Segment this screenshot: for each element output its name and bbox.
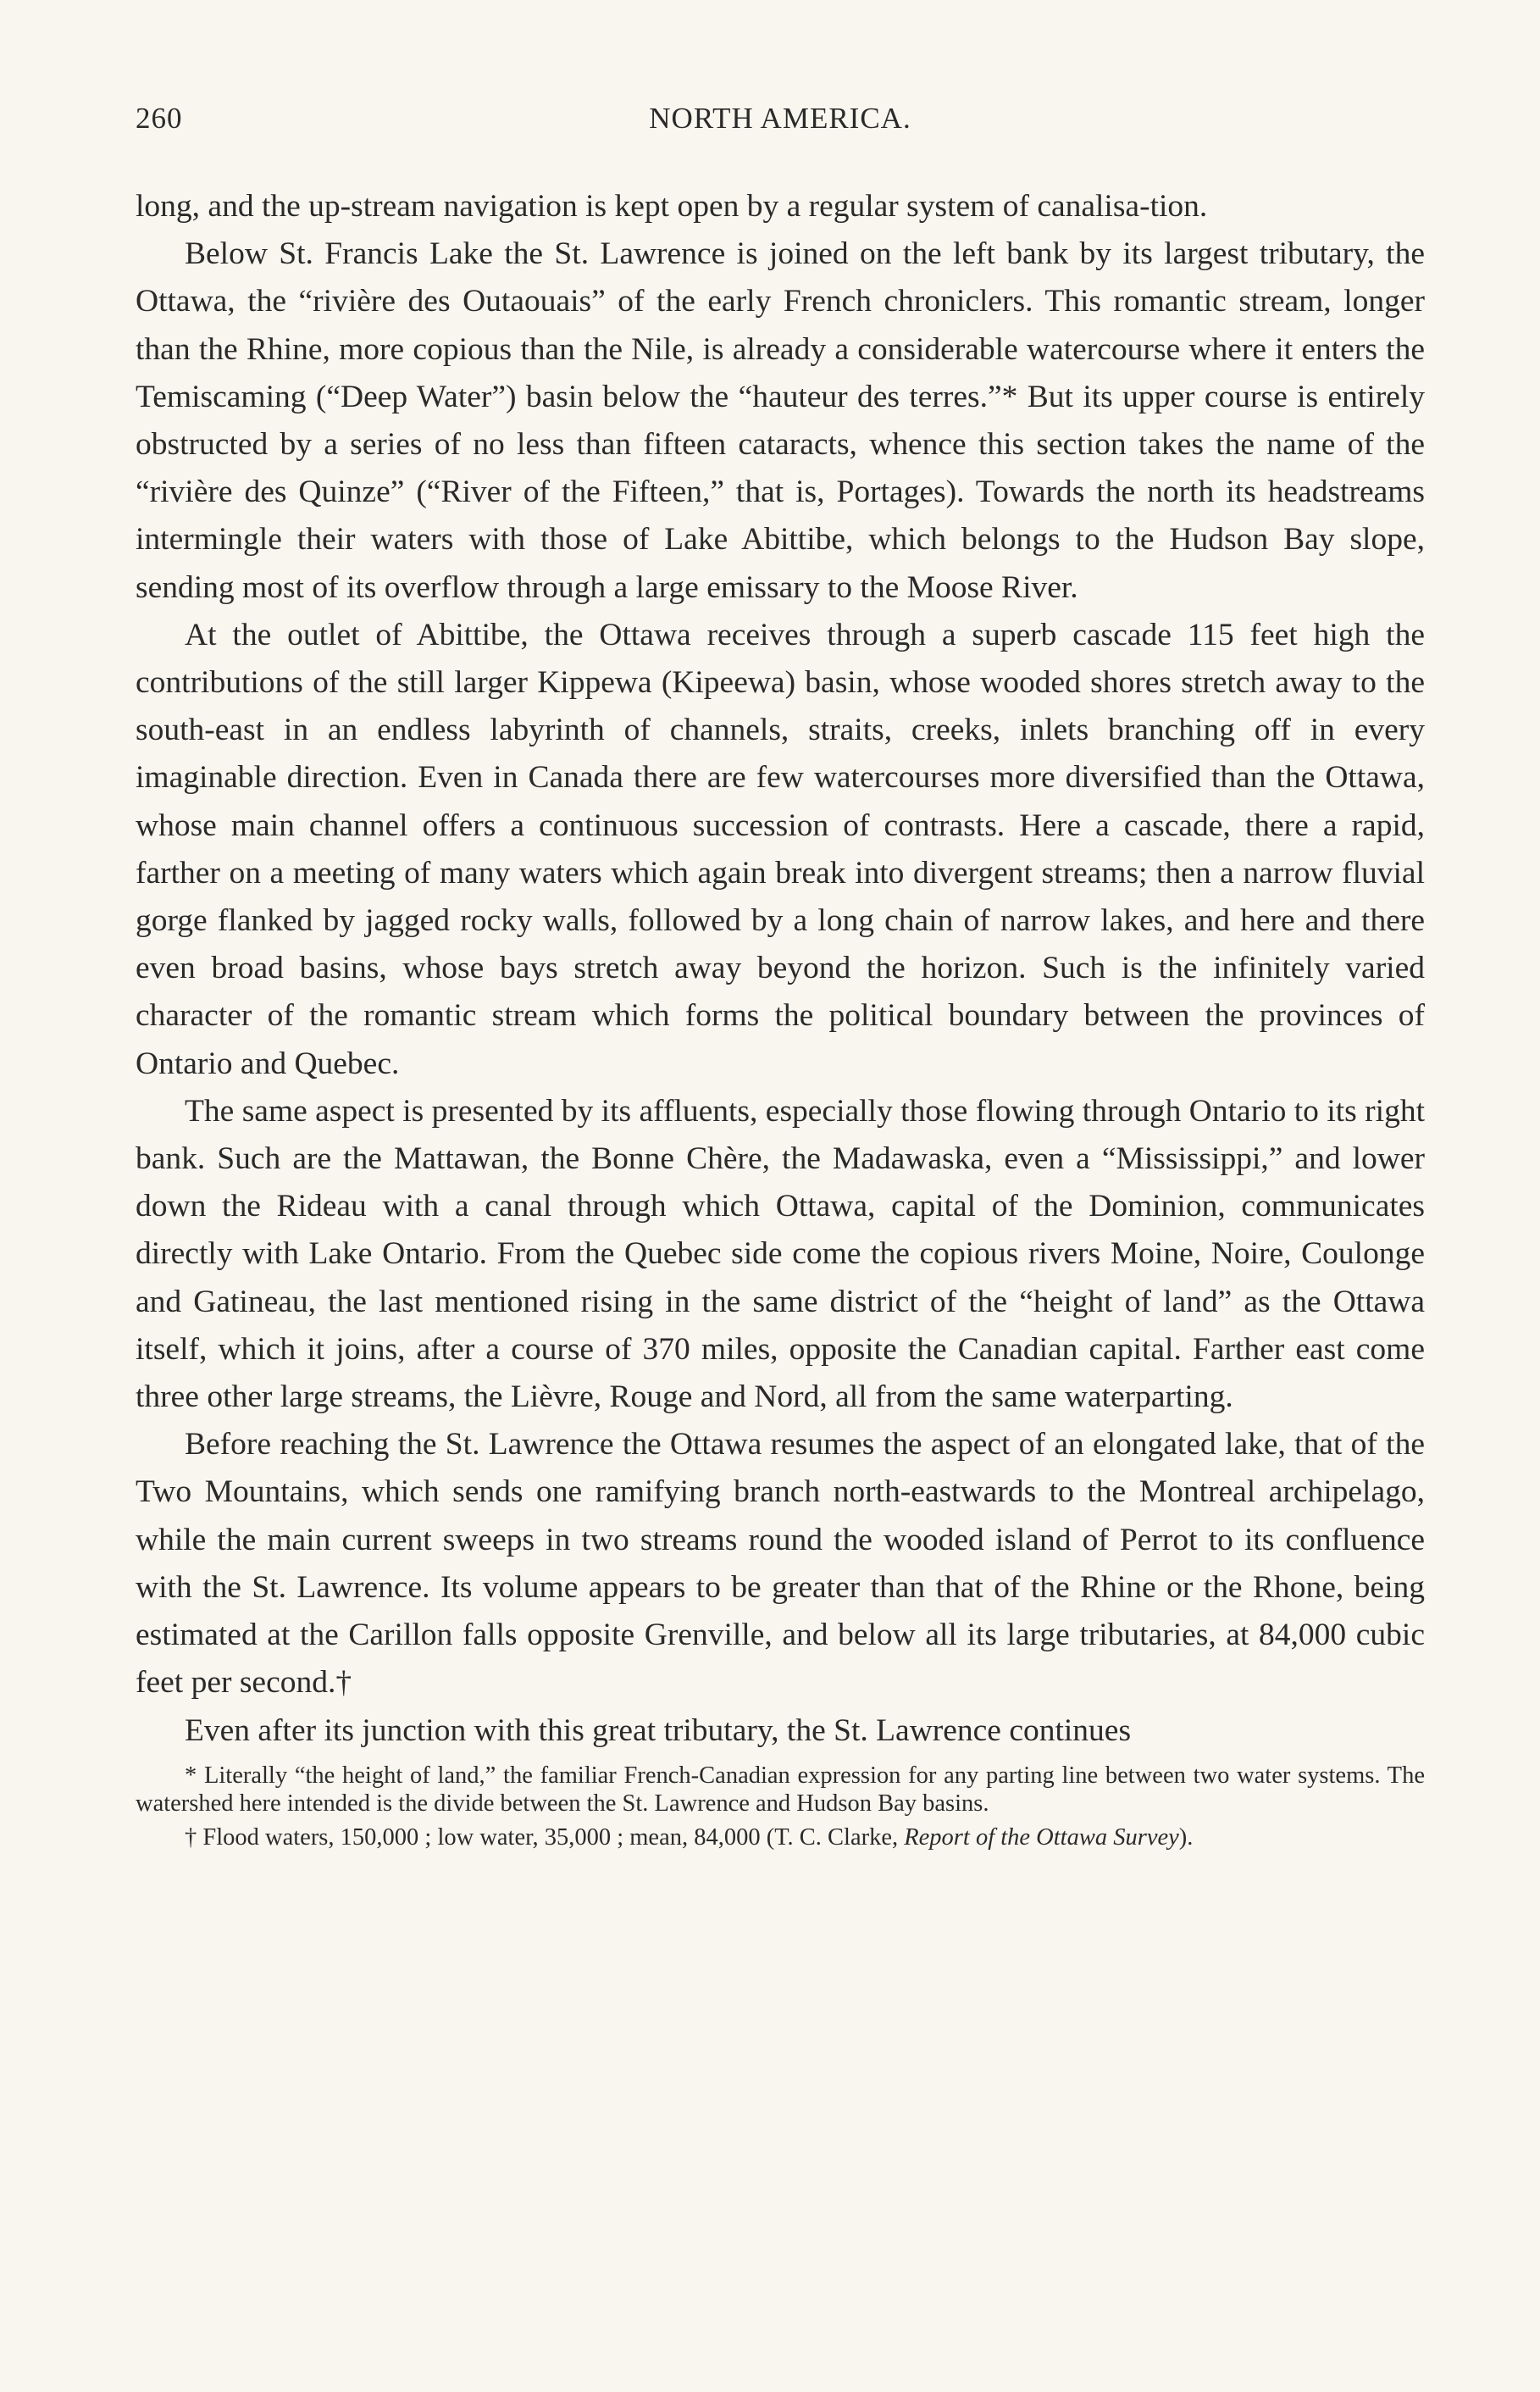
page-number: 260 — [136, 102, 183, 135]
footnote-dagger — [136, 1823, 1425, 1852]
footnote-dagger-end: ). — [1178, 1823, 1194, 1851]
footnote-dagger-reference: Report of the Ottawa Survey — [904, 1823, 1179, 1851]
paragraph-continued: long, and the up-stream navigation is kept open by a regular system of canalisa-tion. — [136, 189, 1208, 224]
footnote-dagger-text: † Flood waters, 150,000 ; low water, 35,000 ; mean, 84,000 (T. C. Clarke, — [185, 1823, 905, 1851]
paragraph-two-mountains: Before reaching the St. Lawrence the Ottawa resumes the aspect of an elongated lake, that of the Two Mountains, which sends one ramifying branch north-eastwards to the Montreal archipelago, while the main current sweeps in two streams round the wooded island of Perrot to its confluence with the St. Lawrence. Its volume appears to be greater than that of the Rhine or the Rhone, being estimated at the Carillon falls opposite Grenville, and below all its large tributaries, at 84,000 cubic feet per second.† — [136, 1427, 1425, 1701]
paragraph-abittibe-outlet: At the outlet of Abittibe, the Ottawa receives through a superb cascade 115 feet high the contributions of the still larger Kippewa (Kipeewa) basin, whose wooded shores stretch away to the south-east in an endless labyrinth of channels, straits, creeks, inlets branching off in every imaginable direction. Even in Canada there are few watercourses more diversified than the Ottawa, whose main channel offers a continuous succession of contrasts. Here a cascade, there a rapid, farther on a meeting of many waters which again break into divergent streams; then a narrow fluvial gorge flanked by jagged rocky walls, followed by a long chain of narrow lakes, and here and there even broad basins, whose bays stretch away beyond the horizon. Such is the infinitely varied character of the romantic stream which forms the political boundary between the provinces of Ontario and Quebec. — [136, 617, 1425, 1081]
page-header — [136, 100, 1425, 151]
footnotes — [136, 1762, 1425, 1852]
paragraph-affluents: The same aspect is presented by its affluents, especially those flowing through Ontario to its right bank. Such are the Mattawan, the Bonne Chère, the Madawaska, even a “Mississippi,” and lower down the Rideau with a canal through which Ottawa, capital of the Dominion, communicates directly with Lake Ontario. From the Quebec side come the copious rivers Moine, Noire, Coulonge and Gatineau, the last mentioned rising in the same district of the “height of land” as the Ottawa itself, which it joins, after a course of 370 miles, opposite the Canadian capital. Farther east come three other large streams, the Lièvre, Rouge and Nord, all from the same waterparting. — [136, 1093, 1425, 1415]
footnote-star: * Literally “the height of land,” the familiar French-Canadian expression for any parting line between two water systems. The watershed here intended is the divide between the St. Lawrence and Hudson Bay basins. — [136, 1762, 1425, 1818]
body-text — [136, 183, 1425, 1755]
running-title: NORTH AMERICA. — [649, 102, 911, 135]
paragraph-ottawa-tributary: Below St. Francis Lake the St. Lawrence is joined on the left bank by its largest tributary, the Ottawa, the “rivière des Outaouais” of the early French chroniclers. This romantic stream, longer than the Rhine, more copious than the Nile, is already a considerable watercourse where it enters the Temiscaming (“Deep Water”) basin below the “hauteur des terres.”* But its upper course is entirely obstructed by a series of no less than fifteen cataracts, whence this section takes the name of the “rivière des Quinze” (“River of the Fifteen,” that is, Portages). Towards the north its headstreams intermingle their waters with those of Lake Abittibe, which belongs to the Hudson Bay slope, sending most of its overflow through a large emissary to the Moose River. — [136, 236, 1425, 605]
paragraph-junction: Even after its junction with this great tributary, the St. Lawrence continues — [185, 1712, 1132, 1748]
